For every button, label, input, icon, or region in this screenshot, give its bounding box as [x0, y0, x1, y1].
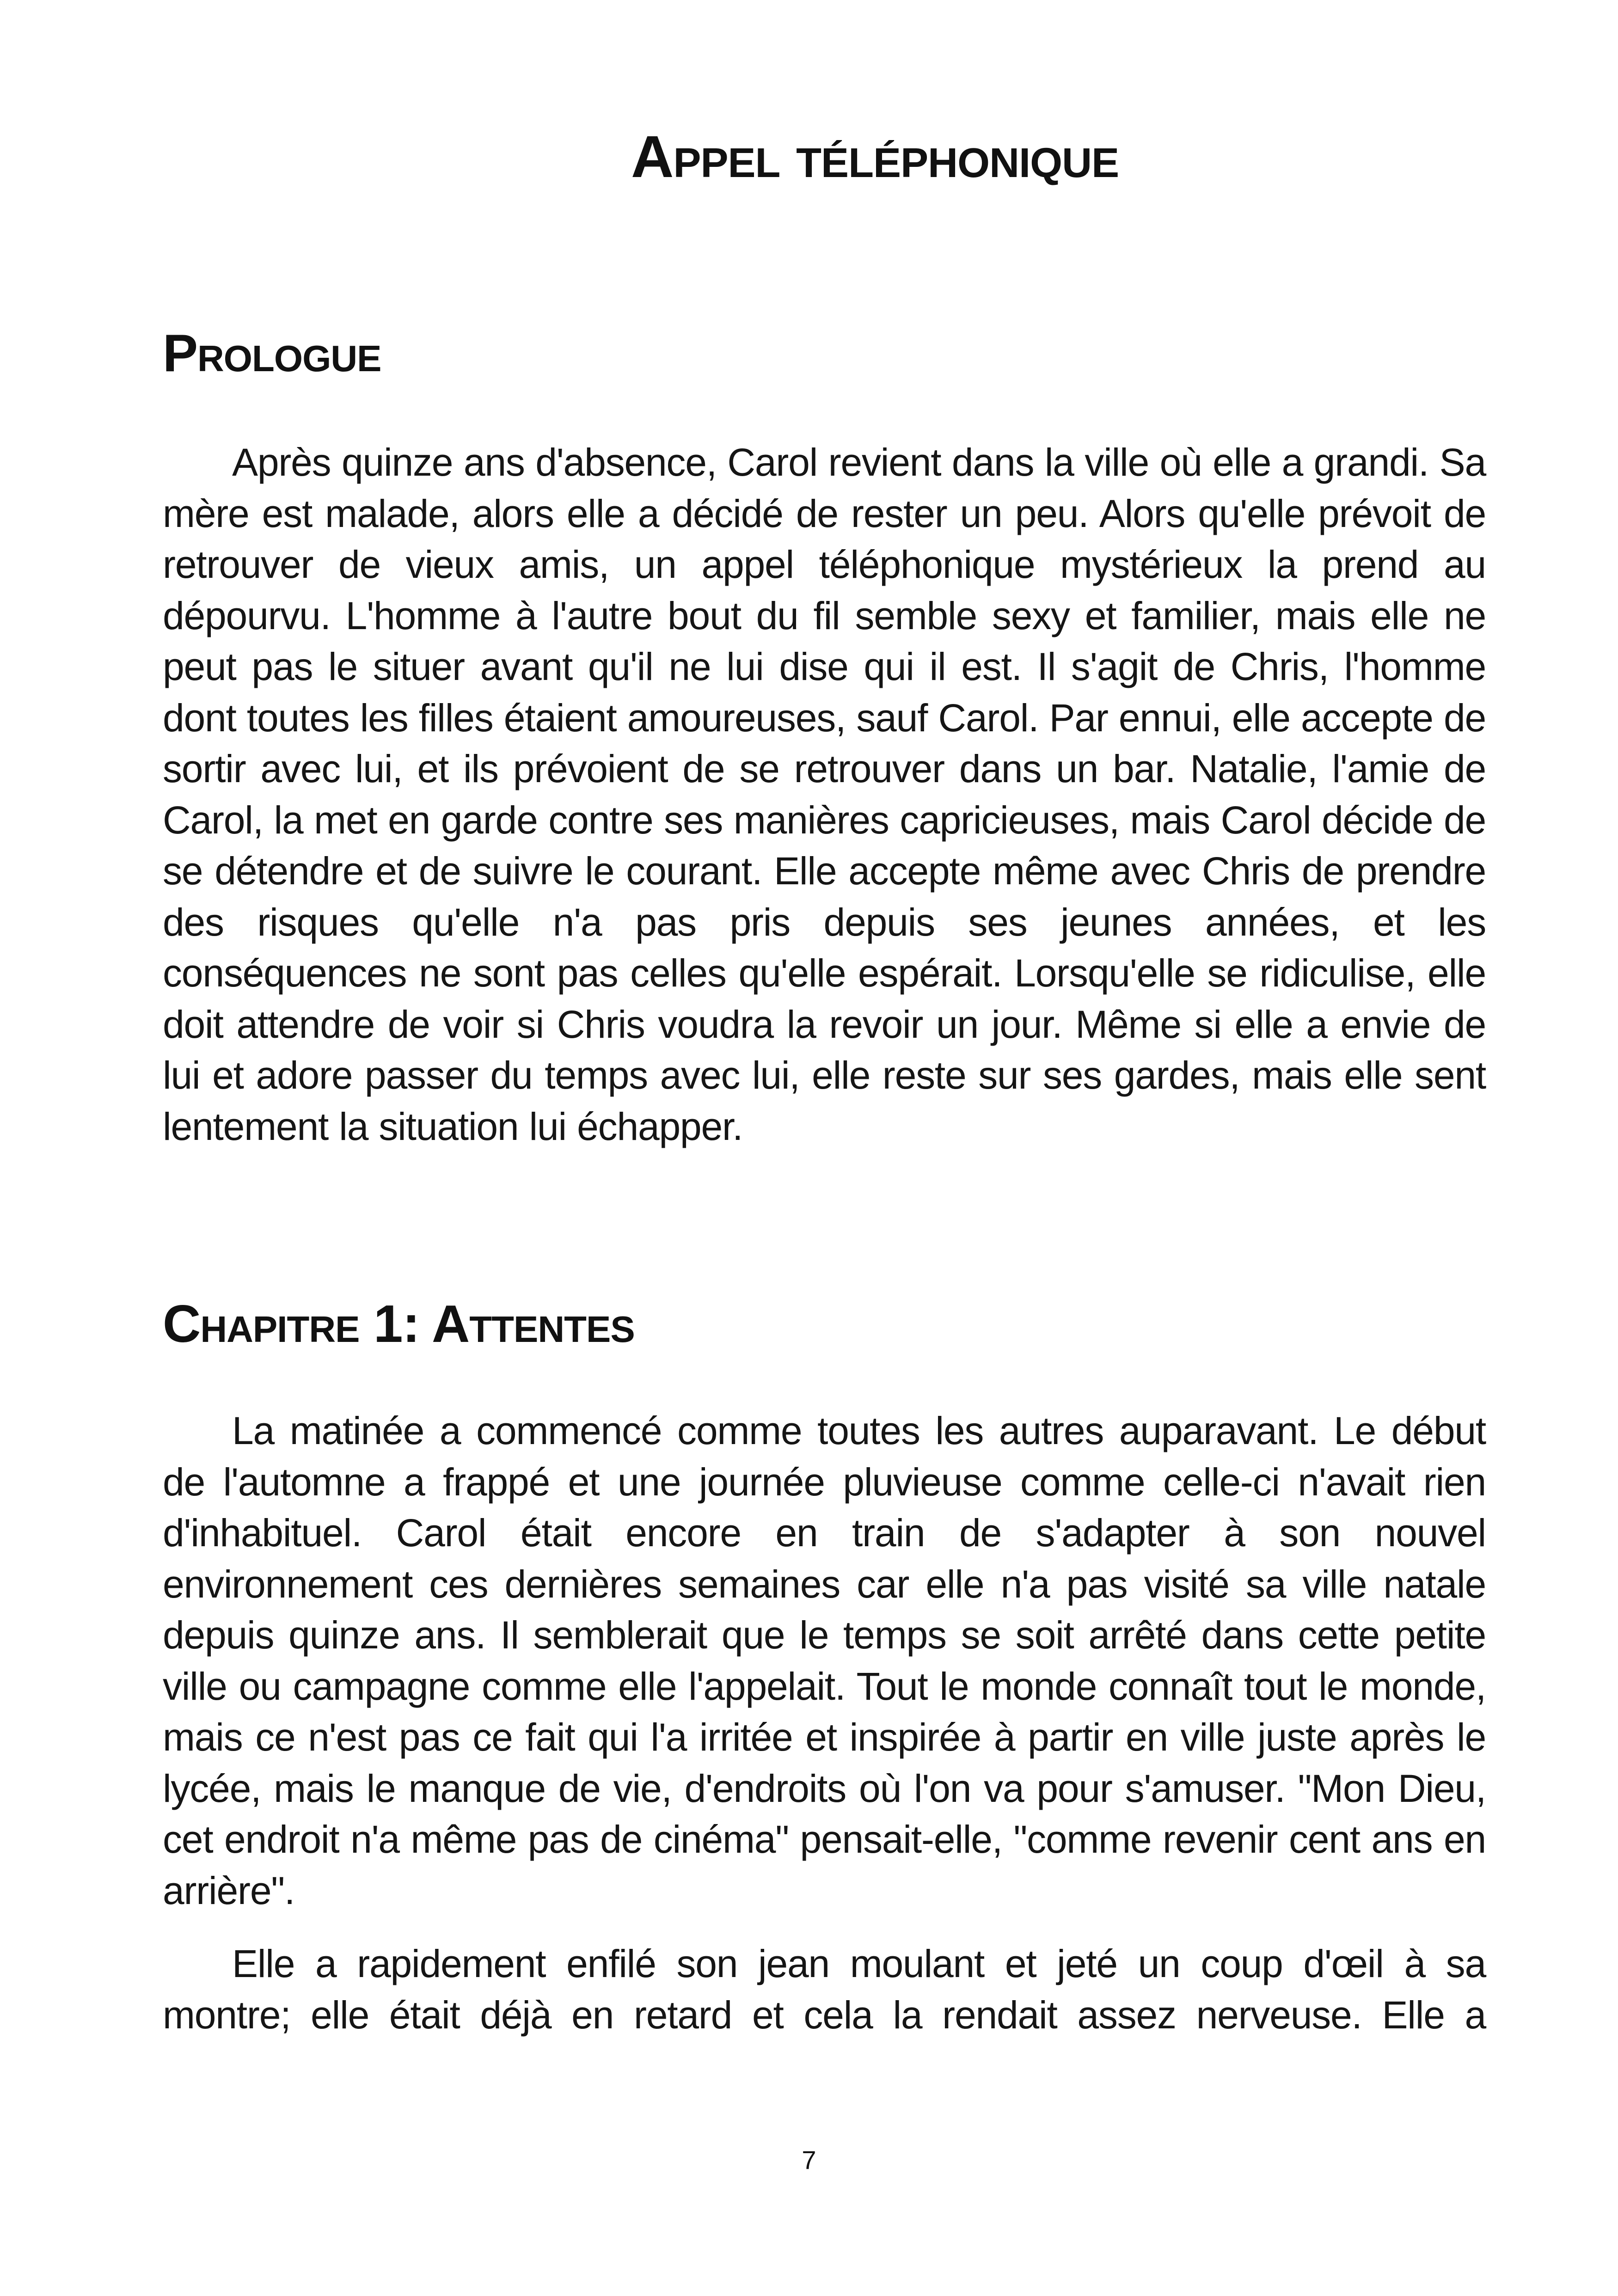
- chapter-1-text: [163, 1405, 1486, 2040]
- paragraph: Après quinze ans d'absence, Carol revient dans la ville où elle a grandi. Sa mère est malade, alors elle a décidé de rester un peu. Alors qu'elle prévoit de retrouver de vieux amis, un appel téléphonique mystérieux la prend au dépourvu. L'homme à l'autre bout du fil semble sexy et familier, mais elle ne peut pas le situer avant qu'il ne lui dise qui il est. Il s'agit de Chris, l'homme dont toutes les filles étaient amoureuses, sauf Carol. Par ennui, elle accepte de sortir avec lui, et ils prévoient de se retrouver dans un bar. Natalie, l'amie de Carol, la met en garde contre ses manières capricieuses, mais Carol décide de se détendre et de suivre le courant. Elle accepte même avec Chris de prendre des risques qu'elle n'a pas pris depuis ses jeunes années, et les conséquences ne sont pas celles qu'elle espérait. Lorsqu'elle se ridiculise, elle doit attendre de voir si Chris voudra la revoir un jour. Même si elle a envie de lui et adore passer du temps avec lui, elle reste sur ses gardes, mais elle sent lentement la situation lui échapper.: [163, 441, 1486, 1148]
- prologue-text: [163, 437, 1486, 1152]
- book-title: Appel téléphonique: [631, 124, 1119, 190]
- section-heading-prologue: Prologue: [163, 324, 381, 383]
- paragraph: Elle a rapidement enfilé son jean moulant et jeté un coup d'œil à sa montre; elle était déjà en retard et cela la rendait assez nerveuse. Elle a: [163, 1942, 1486, 2037]
- paragraph: La matinée a commencé comme toutes les autres auparavant. Le début de l'automne a frappé et une journée pluvieuse comme celle-ci n'avait rien d'inhabituel. Carol était encore en train de s'adapter à son nouvel environnement ces dernières semaines car elle n'a pas visité sa ville natale depuis quinze ans. Il semblerait que le temps se soit arrêté dans cette petite ville ou campagne comme elle l'appelait. Tout le monde connaît tout le monde, mais ce n'est pas ce fait qui l'a irritée et inspirée à partir en ville juste après le lycée, mais le manque de vie, d'endroits où l'on va pour s'amuser. "Mon Dieu, cet endroit n'a même pas de cinéma" pensait-elle, "comme revenir cent ans en arrière".: [163, 1409, 1486, 1912]
- section-heading-chapter-1: Chapitre 1: Attentes: [163, 1295, 635, 1353]
- page-number: 7: [802, 2145, 816, 2174]
